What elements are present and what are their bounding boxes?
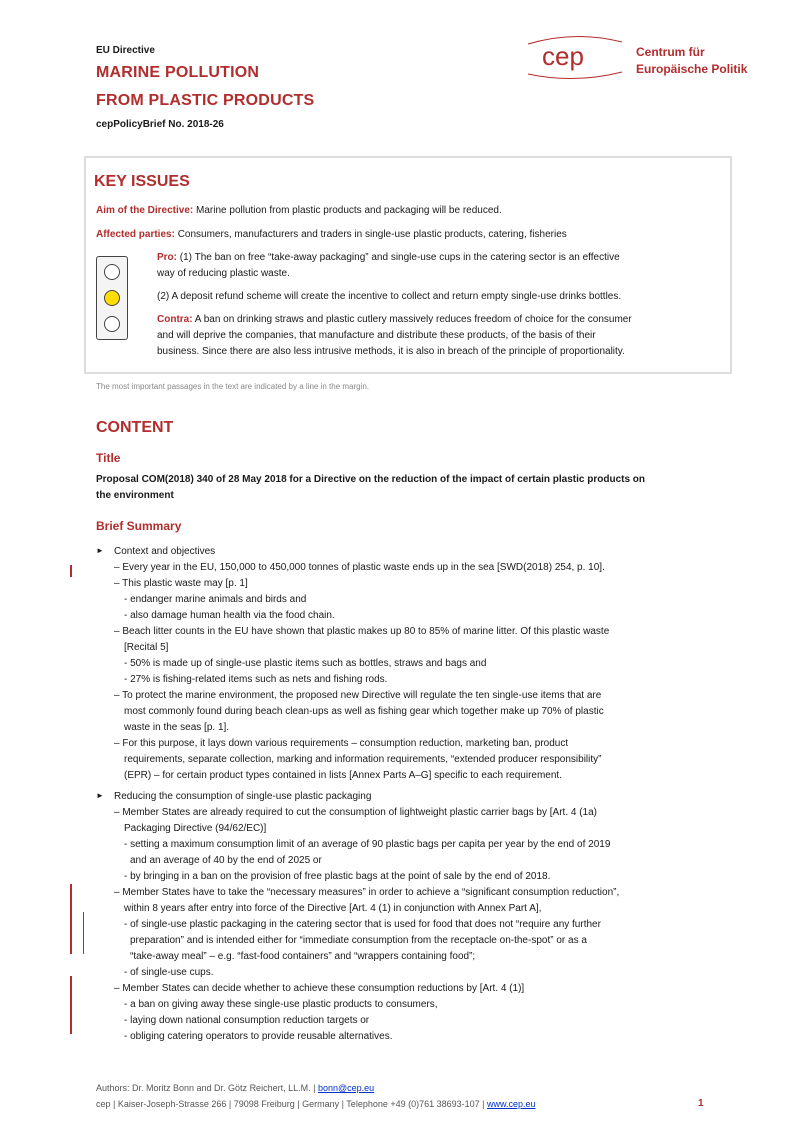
pro-label: Pro: xyxy=(157,252,177,263)
s1-line: most commonly found during beach clean-ups as well as fishing gear which together make up 70% of plastic xyxy=(124,706,604,717)
aim-label: Aim of the Directive: xyxy=(96,205,194,216)
traffic-light-top-lamp xyxy=(104,264,120,280)
organization-name-line2: Europäische Politik xyxy=(636,62,748,76)
margin-note: The most important passages in the text are indicated by a line in the margin. xyxy=(96,382,370,391)
s2-line: – Member States have to take the “necessary measures” in order to achieve a “significant consumption reduction”, xyxy=(114,887,620,898)
s2-line: – Member States can decide whether to achieve these consumption reductions by [Art. 4 (1)] xyxy=(114,983,525,994)
s1-line: – Every year in the EU, 150,000 to 450,000 tonnes of plastic waste ends up in the sea [SWD(2018) 254, p. 10]. xyxy=(114,562,605,573)
s1-line: waste in the seas [p. 1]. xyxy=(124,722,230,733)
affected-text: Consumers, manufacturers and traders in single-use plastic products, catering, fisheries xyxy=(177,229,567,240)
footer-address xyxy=(96,1099,536,1109)
s1-line: [Recital 5] xyxy=(124,642,169,653)
footer-authors xyxy=(96,1083,374,1093)
organization-name xyxy=(636,44,747,78)
website-link[interactable]: www.cep.eu xyxy=(487,1099,536,1109)
contra-line-c: business. Since there are also less intrusive methods, it is also in breach of the principle of proportionality. xyxy=(157,346,625,357)
s2-line: - setting a maximum consumption limit of an average of 90 plastic bags per capita per year by the end of 2019 xyxy=(124,839,611,850)
s1-line: requirements, separate collection, marking and information requirements, “extended producer responsibility” xyxy=(124,754,602,765)
s1-line: - 27% is fishing-related items such as nets and fishing rods. xyxy=(124,674,388,685)
logo-text: cep xyxy=(542,41,584,71)
affected-line xyxy=(96,228,567,241)
key-issues-title: KEY ISSUES xyxy=(94,173,190,190)
contra-text-a: A ban on drinking straws and plastic cutlery massively reduces freedom of choice for the consumer xyxy=(194,314,632,325)
traffic-light-icon xyxy=(96,256,128,340)
s2-line: - obliging catering operators to provide reusable alternatives. xyxy=(124,1031,393,1042)
pro1-line-b: way of reducing plastic waste. xyxy=(157,268,290,279)
email-link[interactable]: bonn@cep.eu xyxy=(317,1083,375,1093)
aim-line xyxy=(96,204,502,217)
s2-line: - a ban on giving away these single-use plastic products to consumers, xyxy=(124,999,438,1010)
margin-marker xyxy=(70,884,72,954)
s2-line: preparation” and is intended either for “immediate consumption from the receptacle on-the-spot” or as a xyxy=(130,935,587,946)
s2-line: – Member States are already required to cut the consumption of lightweight plastic carrier bags by [Art. 4 (1a) xyxy=(114,807,598,818)
s2-line: - of single-use plastic packaging in the catering sector that is used for food that does not “require any further xyxy=(124,919,601,930)
s1-line: - 50% is made up of single-use plastic items such as bottles, straws and bags and xyxy=(124,658,487,669)
traffic-light-middle-lamp xyxy=(104,290,120,306)
pro1-text-a: (1) The ban on free “take-away packaging” and single-use cups in the catering sector is an effective xyxy=(179,252,620,263)
margin-marker xyxy=(70,976,72,1034)
title-subheading: Title xyxy=(96,451,121,465)
summary-subheading: Brief Summary xyxy=(96,519,182,533)
cep-logo-icon xyxy=(520,30,630,82)
organization-name-line1: Centrum für xyxy=(636,45,705,59)
margin-marker-inner xyxy=(83,912,84,954)
s1-line: – To protect the marine environment, the proposed new Directive will regulate the ten single-use items that are xyxy=(114,690,602,701)
bullet-triangle-icon: ► xyxy=(96,546,104,555)
proposal-title-line2: the environment xyxy=(96,490,174,501)
affected-label: Affected parties: xyxy=(96,229,175,240)
s2-line: within 8 years after entry into force of the Directive [Art. 4 (1) in conjunction with Annex Part A], xyxy=(124,903,542,914)
brief-number: cepPolicyBrief No. 2018-26 xyxy=(96,119,224,130)
page-number: 1 xyxy=(698,1098,704,1109)
traffic-light-bottom-lamp xyxy=(104,316,120,332)
s2-line: - laying down national consumption reduction targets or xyxy=(124,1015,370,1026)
s1-line: – This plastic waste may [p. 1] xyxy=(114,578,248,589)
content-heading: CONTENT xyxy=(96,419,174,436)
s1-line: - endanger marine animals and birds and xyxy=(124,594,307,605)
section1-heading: Context and objectives xyxy=(114,546,216,557)
address-text: cep | Kaiser-Joseph-Strasse 266 | 79098 Freiburg | Germany | Telephone +49 (0)761 38693-107 | xyxy=(96,1099,485,1109)
s2-line: - of single-use cups. xyxy=(124,967,214,978)
pro1-line-a xyxy=(157,251,620,264)
proposal-title-line1: Proposal COM(2018) 340 of 28 May 2018 for a Directive on the reduction of the impact of certain plastic products on xyxy=(96,474,646,485)
s1-line: – For this purpose, it lays down various requirements – consumption reduction, marketing ban, product xyxy=(114,738,569,749)
contra-label: Contra: xyxy=(157,314,193,325)
bullet-triangle-icon: ► xyxy=(96,791,104,800)
s2-line: Packaging Directive (94/62/EC)] xyxy=(124,823,267,834)
document-title-line2: FROM PLASTIC PRODUCTS xyxy=(96,92,315,109)
document-title-line1: MARINE POLLUTION xyxy=(96,64,260,81)
document-kicker: EU Directive xyxy=(96,45,155,56)
contra-line-b: and will deprive the companies, that manufacture and distribute these products, of the basis of their xyxy=(157,330,596,341)
pro2-line: (2) A deposit refund scheme will create the incentive to collect and return empty single-use drinks bottles. xyxy=(157,291,622,302)
s1-line: (EPR) – for certain product types contained in lists [Annex Parts A–G] specific to each requirement. xyxy=(124,770,562,781)
authors-text: Authors: Dr. Moritz Bonn and Dr. Götz Reichert, LL.M. | xyxy=(96,1083,316,1093)
s1-line: – Beach litter counts in the EU have shown that plastic makes up 80 to 85% of marine litter. Of this plastic waste xyxy=(114,626,610,637)
s1-line: - also damage human health via the food chain. xyxy=(124,610,335,621)
s2-line: “take-away meal” – e.g. “fast-food containers” and “wrappers containing food”; xyxy=(130,951,476,962)
section2-heading: Reducing the consumption of single-use plastic packaging xyxy=(114,791,372,802)
margin-marker xyxy=(70,565,72,577)
aim-text: Marine pollution from plastic products and packaging will be reduced. xyxy=(196,205,502,216)
contra-line-a xyxy=(157,313,632,326)
s2-line: - by bringing in a ban on the provision of free plastic bags at the point of sale by the end of 2018. xyxy=(124,871,551,882)
s2-line: and an average of 40 by the end of 2025 or xyxy=(130,855,322,866)
